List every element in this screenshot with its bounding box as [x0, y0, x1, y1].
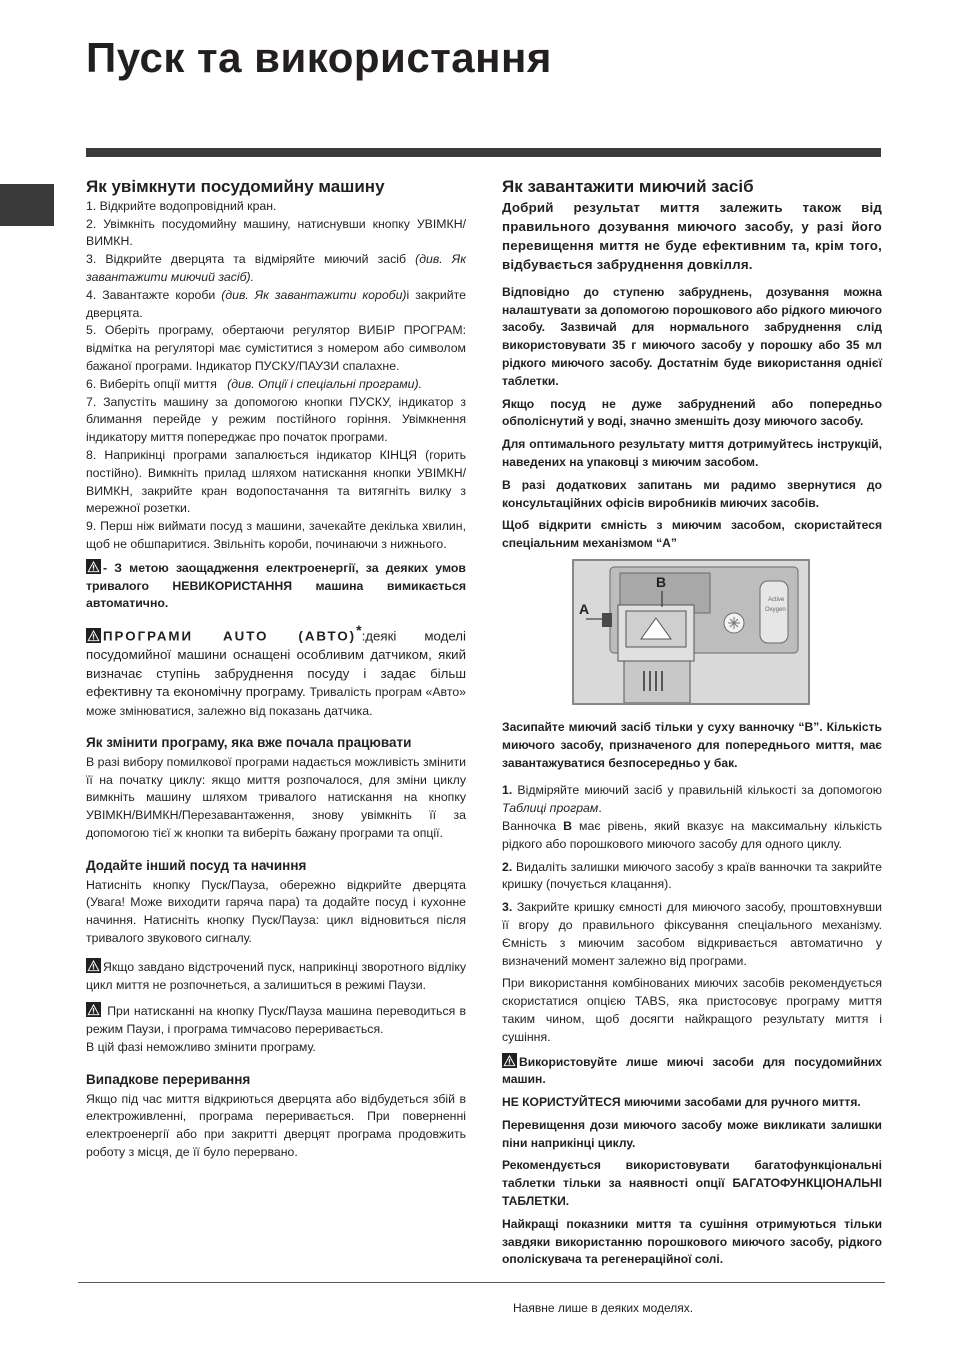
auto-programs: ПРОГРАМИ AUTO (АВТО)*:деякі моделі посудомийної машини оснащені особливим датчиком, який визначає ступінь забруднення посуду і задає більш ефективну та економічну програму. Тривалість програм «Авто» може змінюватися, залежно від показань датчика.: [86, 622, 467, 718]
dispenser-drawing: [574, 561, 808, 703]
step-9: 9. Перш ніж виймати посуд з машини, зачекайте декілька хвилин, щоб не обшпаритися. Звільніть короби, починаючи з нижнього.: [86, 519, 466, 551]
dispenser-illustration: [572, 559, 810, 705]
dry-tray-text: Засипайте миючий засіб тільки у суху ванночку “В”. Кількість миючого засобу, призначеного для попереднього миття, має завантажуватися безпосередньо у бак.: [502, 719, 882, 770]
warning-icon: [502, 1053, 517, 1068]
step-4: 4. Завантажте короби (див. Як завантажити короби)і закрийте дверцята.: [86, 287, 466, 320]
dosage-text: Відповідно до ступеню забруднень, дозування можна налаштувати за допомогою порошкового або рідкого миючого засобу. Зазвичай для нормального забруднення слід використовувати 35 г миючого засобу у порошку або 35 мл рідкого миючого засобу. Достатнім буде використання однієї таблетки.: [502, 284, 882, 388]
step-7: 7. Запустіть машину за допомогою кнопки ПУСКУ, індикатор з блимання перейде у режим постійного горіння. Увімкнення індикатору миття попереджає про початок програми.: [86, 394, 466, 445]
delay-warning: Якщо завдано відстрочений пуск, наприкінці зворотного відліку цикл миття не розпочнеться, а залишиться в режимі Паузи.: [86, 959, 466, 992]
interruption-text: Якщо під час миття відкриються дверцята або відбудеться збій в електроживленні, програма переривається. При поверненні електроенергії або при закритті дверцят програма продовжить роботу з місця, де її було перервано.: [86, 1091, 466, 1159]
step-8: 8. Наприкінці програми запалюється індикатор КІНЦЯ (горить постійно). Вимкніть прилад шляхом натискання кнопки УВІМКН/ВИМКН, закрийте кран водопостачання та витягніть вилку з мережної розетки.: [86, 447, 466, 516]
label-b: B: [656, 573, 667, 590]
footer-rule: [78, 1282, 885, 1283]
heading-interruption: Випадкове переривання: [86, 1071, 251, 1087]
questions-text: В разі додаткових запитань ми радимо звернутися до консультаційних офісів виробників миючих засобів.: [502, 477, 882, 510]
warning-icon: [86, 628, 101, 643]
label-active: Active: [768, 596, 785, 603]
warning-icon: [86, 559, 101, 574]
energy-note: - З метою заощадження електроенергії, за деяких умов тривалого НЕВИКОРИСТАННЯ машина вимикається автоматично.: [86, 560, 466, 611]
change-program-text: В разі вибору помилкової програми надається можливість змінити її на початку циклу: якщо миття розпочалося, для зміни циклу вимкніть машину шляхом тривалого натискання на кнопку УВІМКН/ВИМКН/Перезавантаження, знову увімкніть її за допомогою тієї ж кнопки та виберіть бажану програми та опції.: [86, 754, 466, 841]
best-results-text: Найкращі показники миття та сушіння отримуються тільки завдяки використанню порошкового миючого засобу, рідкого ополіскувача та регенераційної солі.: [502, 1216, 882, 1267]
detergent-step-2: 2. Видаліть залишки миючого засобу з країв ванночки та закрийте кришку (почується клацання).: [502, 859, 882, 892]
page-title: Пуск та використання: [86, 34, 552, 81]
open-dispenser-text: Щоб відкрити ємність з миючим засобом, скористайтеся спеціальним механізмом “А”: [502, 518, 882, 551]
right-column: [502, 178, 882, 1274]
warning-icon: [86, 1002, 101, 1017]
left-column: [86, 178, 466, 1167]
step-6: 6. Виберіть опції миття (див. Опції і спеціальні програми).: [86, 376, 423, 391]
light-soil-text: Якщо посуд не дуже забруднений або попередньо обполіснутий у воді, значно зменшіть дозу миючого засобу.: [502, 396, 882, 429]
step-1: 1. Відкрийте водопровідний кран.: [86, 198, 277, 213]
tabs-text: При використання комбінованих миючих засобів рекомендується скористатися опцією TABS, яка пристосовує програму миття таким чином, щоб досягти найкращого результату миття і сушіння.: [502, 976, 882, 1044]
heading-add-dishes: Додайте інший посуд та начиння: [86, 857, 307, 873]
multifunction-tablets-text: Рекомендується використовувати багатофункціональні таблетки тільки за наявності опції БАГАТОФУНКЦІОНАЛЬНІ ТАБЛЕТКИ.: [502, 1158, 882, 1209]
label-a: A: [579, 600, 590, 617]
pause-warning: При натисканні на кнопку Пуск/Пауза машина переводиться в режим Паузи, і програма тимчасово переривається.: [86, 1004, 466, 1037]
tray-level-text: Ванночка В має рівень, який вказує на максимальну кількість рідкого або порошкового миючого засобу для одного циклу.: [502, 818, 883, 851]
step-2: 2. Увімкніть посудомийну машину, натиснувши кнопку УВІМКН/ВИМКН.: [86, 216, 466, 249]
warning-icon: [86, 958, 101, 973]
side-tab: [0, 184, 54, 226]
dishwasher-only-warning: Використовуйте лише миючі засоби для посудомийних машин.: [502, 1054, 882, 1087]
detergent-lead: Добрий результат миття залежить також від правильного дозування миючого засобу, у разі його перевищення миття не буде ефективним та, крім того, відбувається забруднення довкілля.: [502, 199, 882, 272]
overdose-text: Перевищення дози миючого засобу може викликати залишки піни наприкінці циклу.: [502, 1117, 882, 1150]
heading-detergent: Як завантажити миючий засіб: [502, 177, 754, 196]
heading-change-program: Як змінити програму, яка вже почала працювати: [86, 735, 412, 751]
detergent-step-3: 3. Закрийте кришку ємності для миючого засобу, проштовхнувши її вгору до правильного фіксування спеціального механізму. Ємність з миючим засобом відкривається автоматично у визначений момент залежно від програми.: [502, 900, 883, 968]
footnote: Наявне лише в деяких моделях.: [513, 1301, 694, 1315]
add-dishes-text: Натисніть кнопку Пуск/Пауза, обережно відкрийте дверцята (Увага! Може виходити гаряча пара) та додайте посуд і кухонне начиння. Натисніть кнопку Пуск/Пауза: цикл відновиться після тривалого звукового сигналу.: [86, 877, 466, 946]
header-rule: [86, 148, 881, 157]
no-hand-detergent-text: НЕ КОРИСТУЙТЕСЯ миючими засобами для ручного миття.: [502, 1095, 861, 1110]
heading-switch-on: Як увімкнути посудомийну машину: [86, 177, 385, 196]
label-oxygen: Oxygen: [765, 606, 786, 613]
step-5: 5. Оберіть програму, обертаючи регулятор ВИБІР ПРОГРАМ: відмітка на регуляторі має суміститися з номером або символом бажаної програми. Індикатор ПУСКУ/ПАУЗИ спалахне.: [86, 323, 466, 373]
step-3: 3. Відкрийте дверцята та відміряйте миючий засіб (див. Як завантажити миючий засіб).: [86, 252, 466, 284]
instructions-text: Для оптимального результату миття дотримуйтесь інструкцій, наведених на упаковці з миючим засобом.: [502, 437, 882, 469]
detergent-step-1: 1. Відміряйте миючий засіб у правильній кількості за допомогою Таблиці програм.: [502, 783, 882, 816]
pause-note: В цій фазі неможливо змінити програму.: [86, 1040, 316, 1054]
